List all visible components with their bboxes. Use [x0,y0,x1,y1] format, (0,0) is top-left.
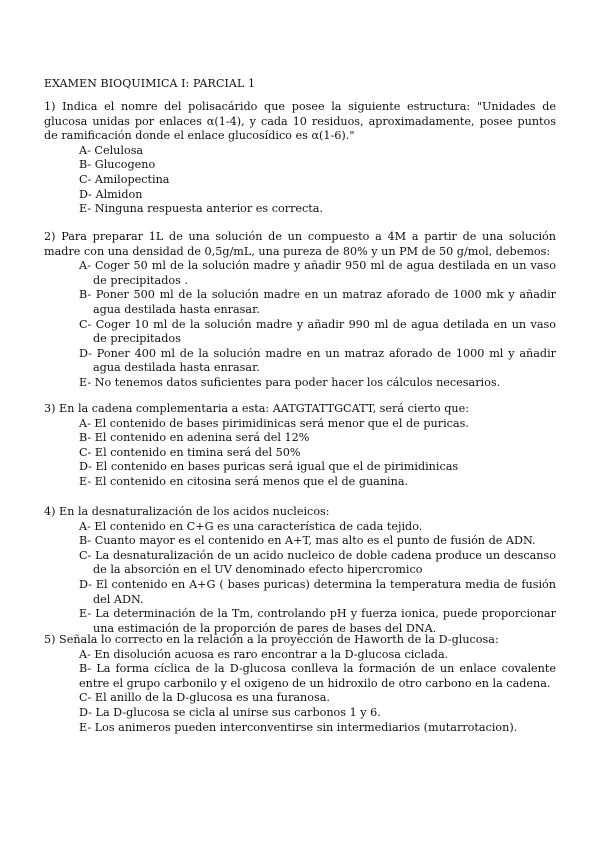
option-b: B- El contenido en adenina será del 12% [79,431,310,445]
option-b: B- Poner 500 ml de la solución madre en un matraz aforado de 1000 mk y añadir agua destilada hasta enrasar. [79,288,556,316]
question-1 [44,100,556,217]
question-2 [44,230,556,391]
option-d: D- El contenido en bases puricas será igual que el de pirimidinicas [79,460,459,474]
exam-title: EXAMEN BIOQUIMICA I: PARCIAL 1 [44,77,256,90]
option-c: C- El contenido en timina será del 50% [79,445,301,459]
option-e: E- No tenemos datos suficientes para poder hacer los cálculos necesarios. [79,375,501,389]
question-4 [44,505,556,636]
option-a: A- El contenido de bases pirimidinicas será menor que el de puricas. [79,416,469,430]
option-c: C- La desnaturalización de un acido nucleico de doble cadena produce un descanso de la absorción en el UV denominado efecto hipercromico [79,548,556,577]
option-e: E- La determinación de la Tm, controlando pH y fuerza ionica, puede proporcionar una estimación de la proporción de pares de bases del DNA. [79,607,556,635]
option-e: E- Los animeros pueden interconventirse sin intermediarios (mutarrotacion). [79,720,518,734]
option-d: D- El contenido en A+G ( bases puricas) determina la temperatura media de fusión del ADN. [79,577,556,606]
option-d: D- Poner 400 ml de la solución madre en un matraz aforado de 1000 ml y añadir agua destilada hasta enrasar. [79,346,556,375]
option-a: A- El contenido en C+G es una característica de cada tejido. [79,519,423,533]
option-e: E- Ninguna respuesta anterior es correcta. [79,202,324,216]
question-3-options [44,417,556,490]
option-b: B- Cuanto mayor es el contenido en A+T, mas alto es el punto de fusión de ADN. [79,534,536,548]
question-4-options [44,520,556,637]
question-1-options [44,144,556,217]
option-b: B- Glucogeno [79,158,156,172]
question-5 [44,633,556,735]
question-2-options [44,259,556,390]
option-c: C- El anillo de la D-glucosa es una furanosa. [79,691,330,705]
question-3 [44,402,556,490]
question-2-text: 2) Para preparar 1L de una solución de un compuesto a 4M a partir de una solución madre con una densidad de 0,5g/mL, una pureza de 80% y un PM de 50 g/mol, debemos: [44,230,556,258]
question-4-text: 4) En la desnaturalización de los acidos nucleicos: [44,505,330,518]
option-d: D- Almidon [79,187,143,201]
option-a: A- En disolución acuosa es raro encontrar a la D-glucosa ciclada. [79,647,449,661]
option-d: D- La D-glucosa se cicla al unirse sus carbonos 1 y 6. [79,705,381,719]
option-a: A- Coger 50 ml de la solución madre y añadir 950 ml de agua destilada en un vaso de precipitados . [79,259,556,287]
question-3-text: 3) En la cadena complementaria a esta: AATGTATTGCATT, será cierto que: [44,402,469,415]
option-e: E- El contenido en citosina será menos que el de guanina. [79,474,409,488]
question-5-options [44,648,556,736]
option-b: B- La forma cíclica de la D-glucosa conlleva la formación de un enlace covalente entre el grupo carbonilo y el oxigeno de un hidroxilo de otro carbono en la cadena. [79,662,556,690]
option-a: A- Celulosa [79,143,144,157]
option-c: C- Coger 10 ml de la solución madre y añadir 990 ml de agua detilada en un vaso de precipitados [79,317,556,346]
question-1-text: 1) Indica el nomre del polisacárido que posee la siguiente estructura: "Unidades de glucosa unidas por enlaces α(1-4), y cada 10 residuos, aproximadamente, posee puntos de ramificación donde el enlace glucosídico es α(1-6)." [44,100,556,143]
question-5-text: 5) Señala lo correcto en la relación a la proyección de Haworth de la D-glucosa: [44,633,499,646]
option-c: C- Amilopectina [79,172,170,186]
